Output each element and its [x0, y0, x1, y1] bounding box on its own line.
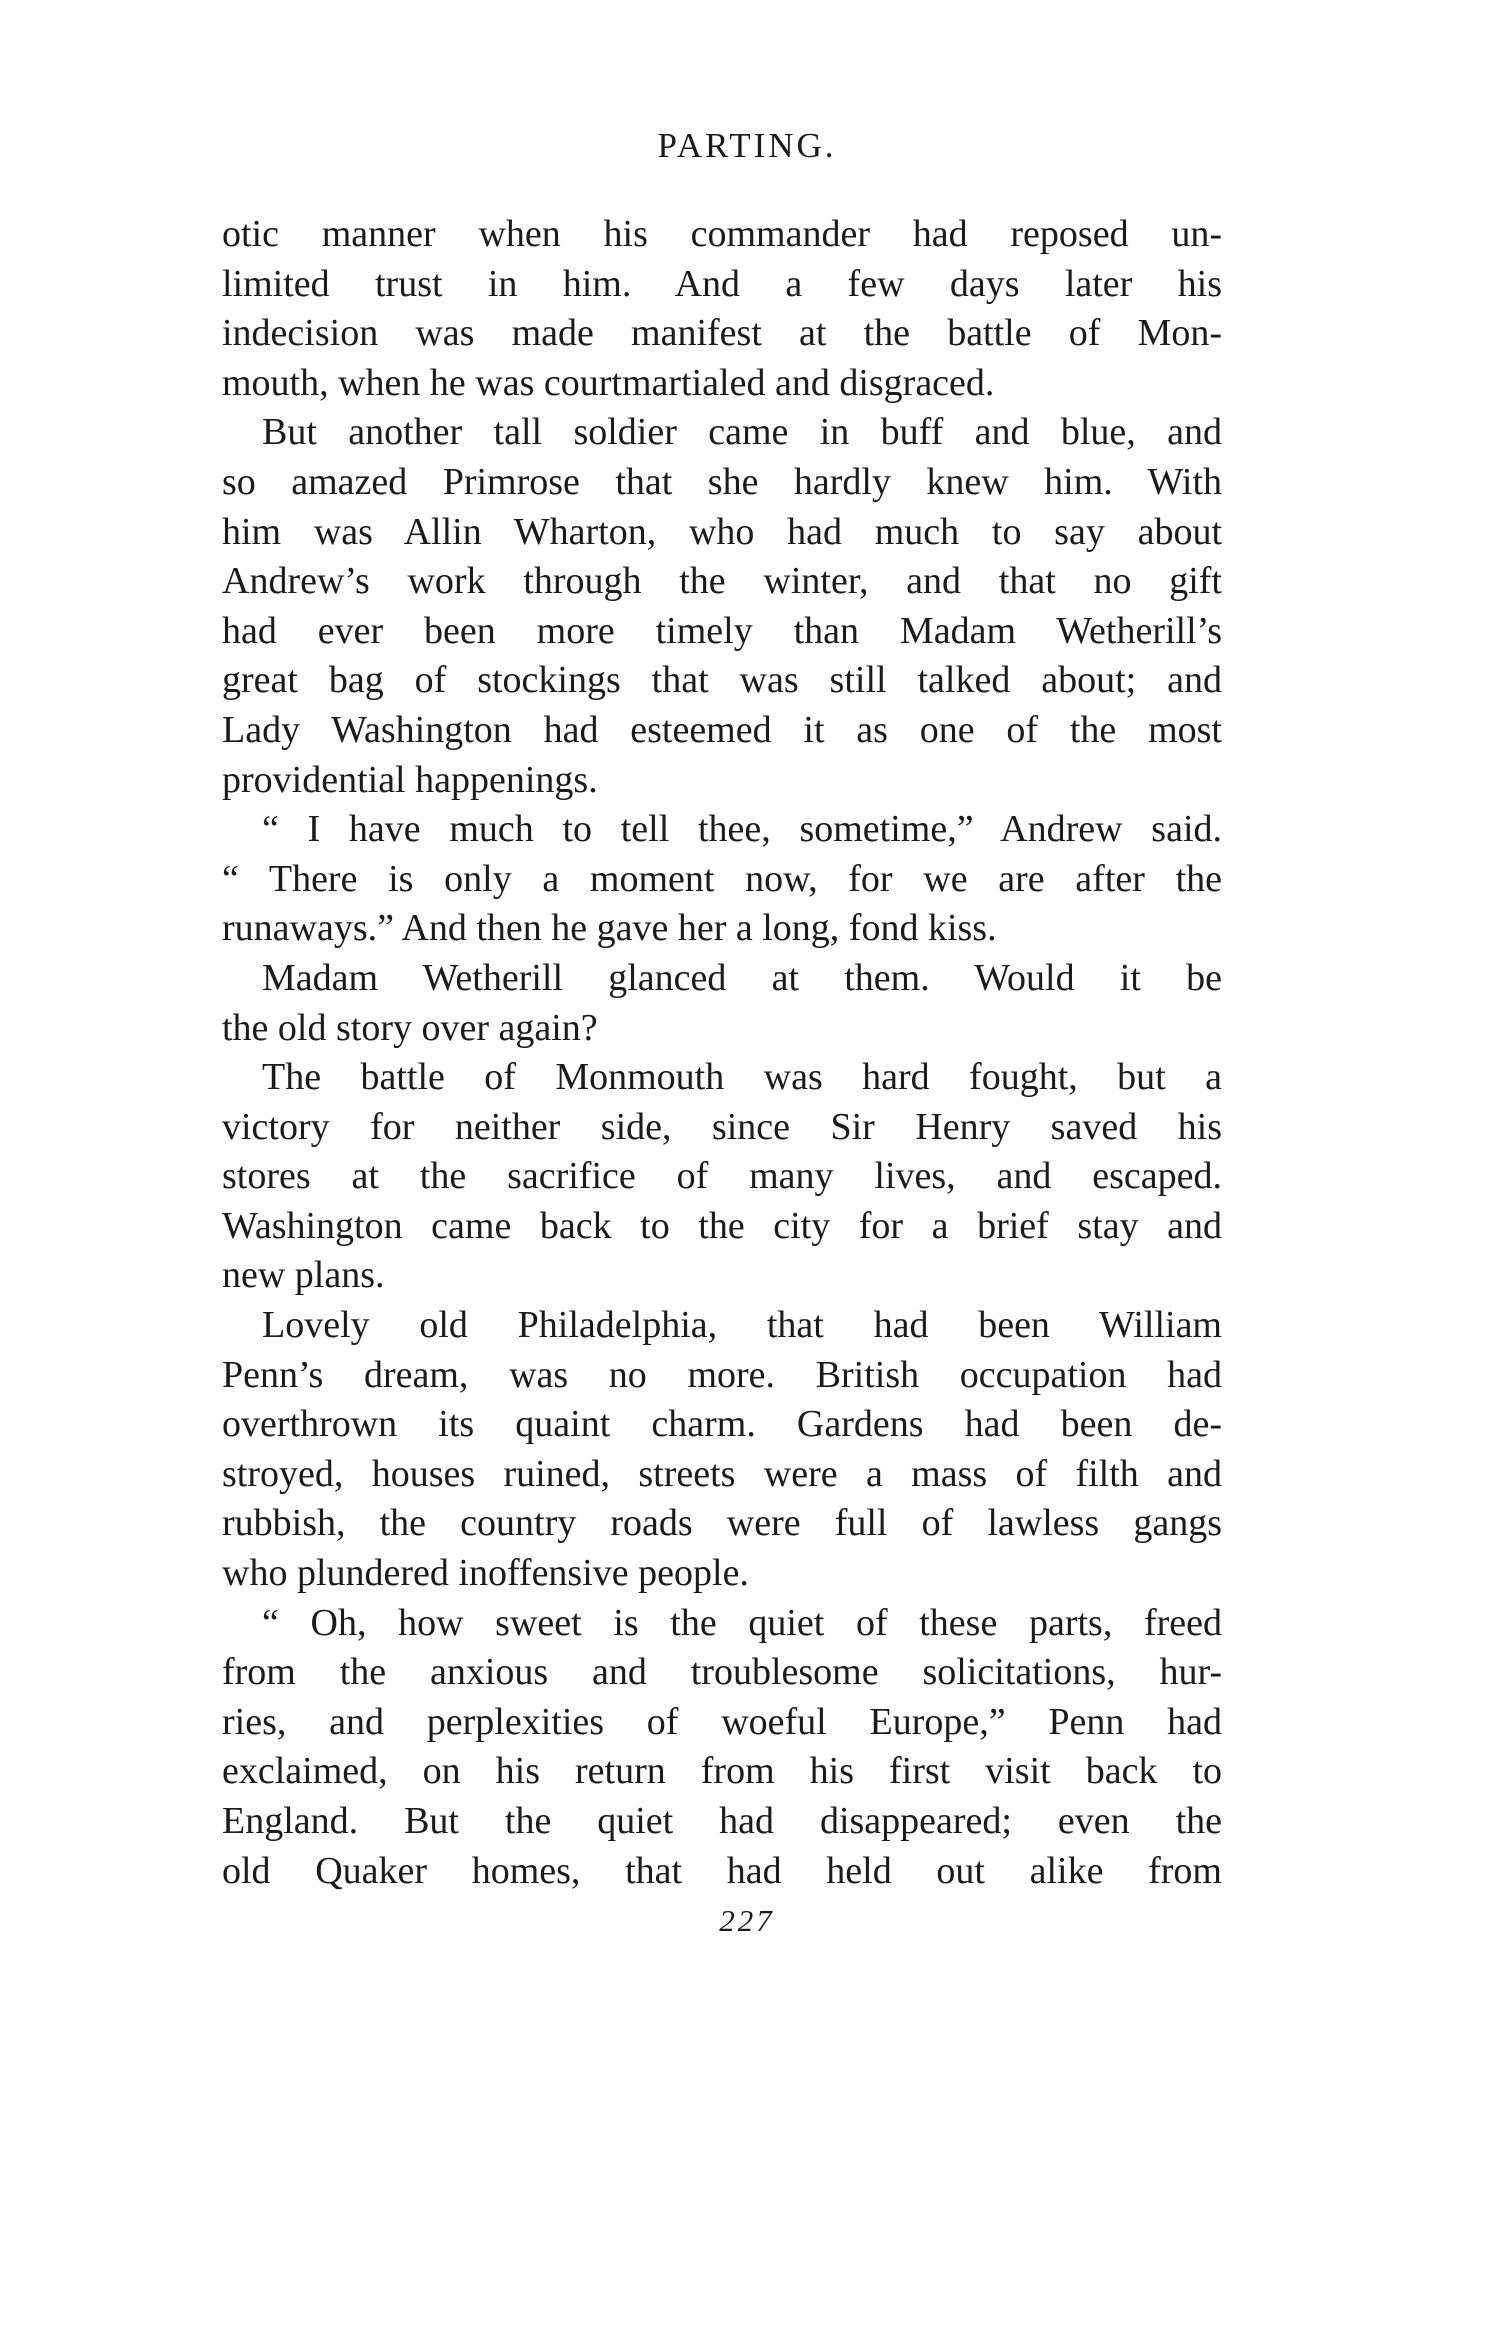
page-number: 227 — [719, 1903, 775, 1938]
text-line: mouth, when he was courtmartialed and disgraced. — [222, 361, 995, 404]
text-line: rubbish, the country roads were full of lawless gangs — [222, 1502, 1222, 1545]
text-line: “ Oh, how sweet is the quiet of these parts, freed — [262, 1601, 1222, 1644]
text-line: ries, and perplexities of woeful Europe,” Penn had — [222, 1700, 1222, 1743]
text-line: Lady Washington had esteemed it as one of the most — [222, 708, 1222, 751]
running-head: PARTING. — [657, 126, 837, 165]
text-line: the old story over again? — [222, 1006, 598, 1049]
text-line: limited trust in him. And a few days later his — [222, 262, 1222, 305]
text-line: “ There is only a moment now, for we are after the — [222, 857, 1222, 900]
text-line: England. But the quiet had disappeared; even the — [222, 1800, 1222, 1842]
text-line: had ever been more timely than Madam Wetherill’s — [222, 609, 1222, 652]
text-line: But another tall soldier came in buff and blue, and — [262, 411, 1222, 454]
text-line: Andrew’s work through the winter, and that no gift — [222, 560, 1222, 603]
text-line: providential happenings. — [222, 758, 598, 801]
text-line: from the anxious and troublesome solicitations, hur- — [222, 1651, 1222, 1694]
text-line: The battle of Monmouth was hard fought, but a — [262, 1056, 1222, 1099]
text-line: Madam Wetherill glanced at them. Would it be — [262, 956, 1222, 999]
text-line: stores at the sacrifice of many lives, and escaped. — [222, 1155, 1222, 1198]
text-line: Penn’s dream, was no more. British occupation had — [222, 1353, 1222, 1396]
text-line: “ I have much to tell thee, sometime,” Andrew said. — [262, 808, 1222, 851]
text-line: Lovely old Philadelphia, that had been William — [262, 1304, 1222, 1347]
text-line: so amazed Primrose that she hardly knew him. With — [222, 460, 1222, 503]
text-line: new plans. — [222, 1254, 385, 1297]
text-line: exclaimed, on his return from his first visit back to — [222, 1750, 1222, 1793]
body-text — [222, 210, 1222, 1896]
text-line: him was Allin Wharton, who had much to say about — [222, 510, 1222, 553]
text-line: old Quaker homes, that had held out alike from — [222, 1849, 1222, 1892]
text-line: indecision was made manifest at the battle of Mon- — [222, 312, 1222, 355]
text-line: great bag of stockings that was still talked about; and — [222, 659, 1222, 702]
text-line: runaways.” And then he gave her a long, fond kiss. — [222, 907, 997, 950]
text-line: Washington came back to the city for a brief stay and — [222, 1204, 1222, 1247]
text-line: overthrown its quaint charm. Gardens had been de- — [222, 1403, 1222, 1446]
text-line: stroyed, houses ruined, streets were a mass of filth and — [222, 1452, 1222, 1495]
text-line: otic manner when his commander had reposed un- — [222, 213, 1222, 255]
text-line: victory for neither side, since Sir Henry saved his — [222, 1105, 1222, 1148]
text-line: who plundered inoffensive people. — [222, 1552, 749, 1595]
